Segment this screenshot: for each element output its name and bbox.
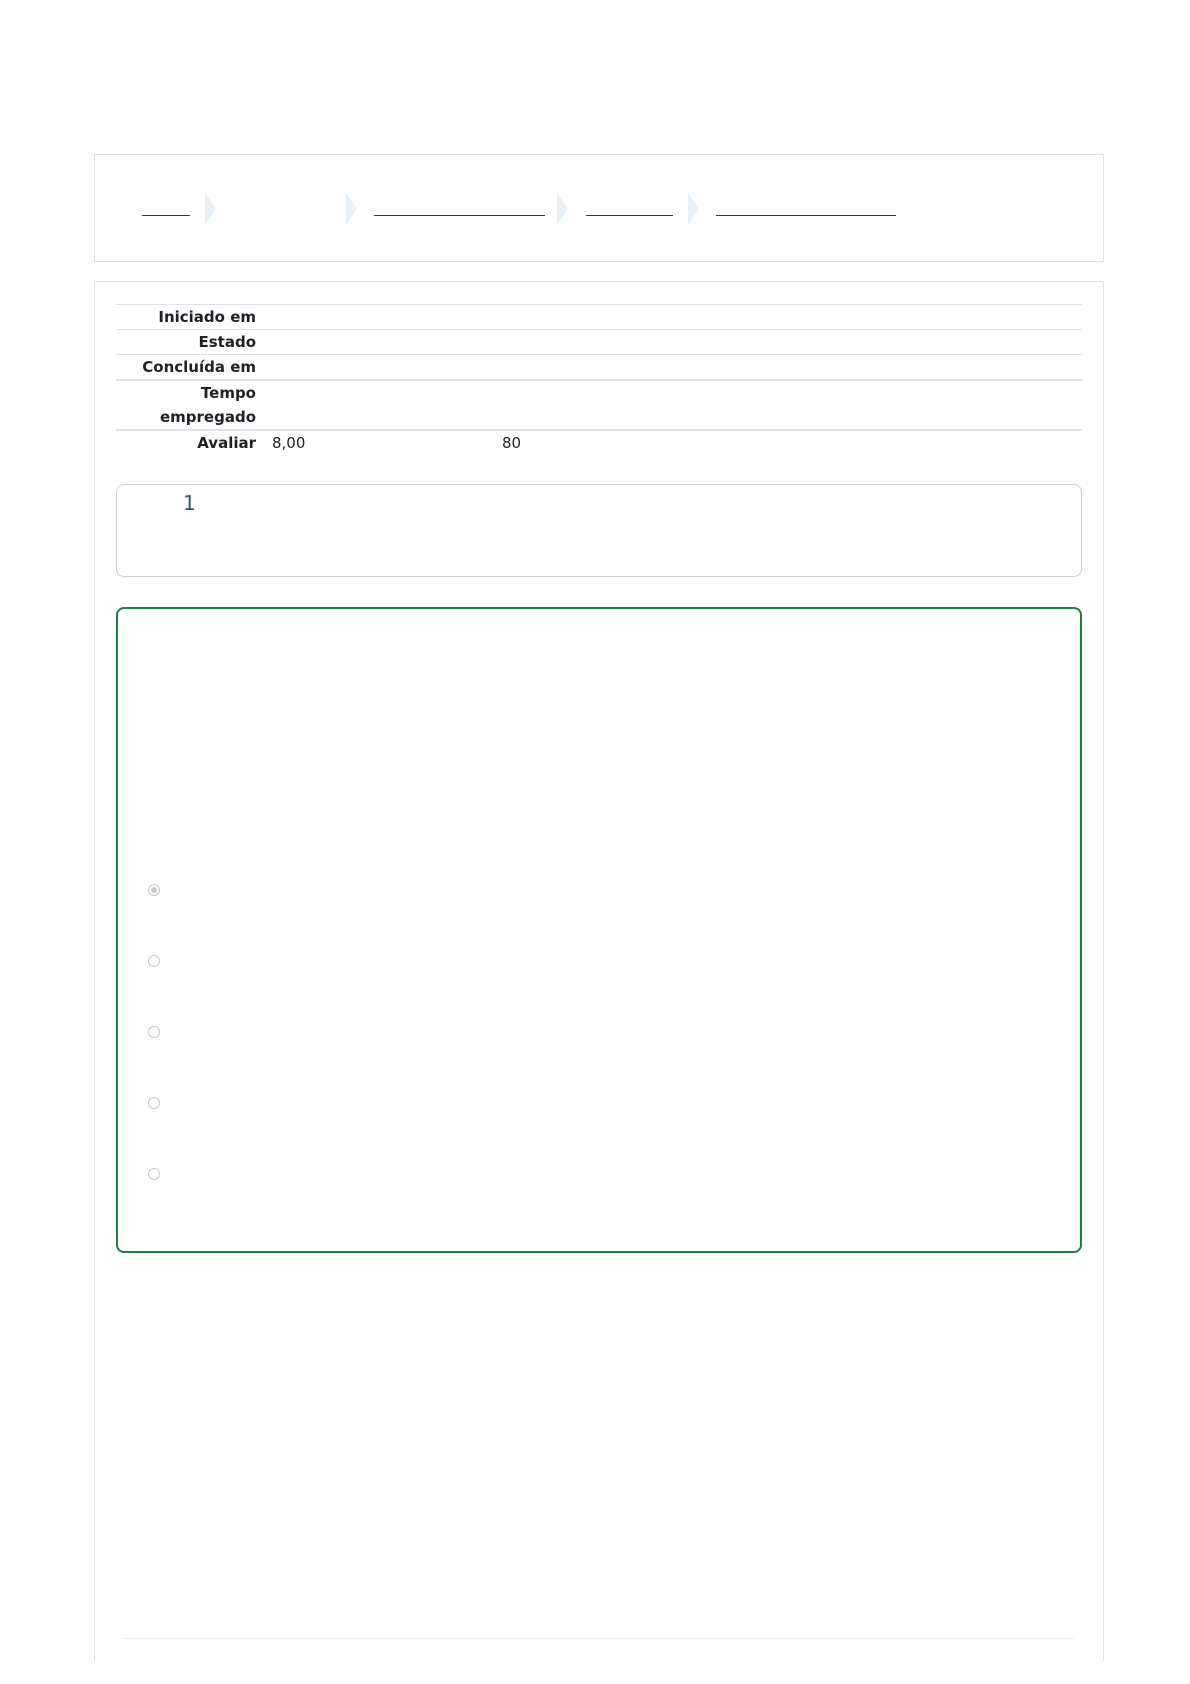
- answer-option-radio-1[interactable]: [148, 884, 160, 896]
- grade-value-cell: [264, 431, 1082, 455]
- completed-label: Concluída em: [142, 358, 256, 376]
- breadcrumb: [94, 154, 1104, 262]
- breadcrumb-separator-icon: [688, 193, 699, 225]
- started-label: Iniciado em: [158, 308, 256, 326]
- summary-row-started: [116, 304, 1082, 329]
- time-taken-label: Tempo empregado: [159, 384, 256, 426]
- grade-max: 80: [502, 434, 522, 452]
- summary-row-state: [116, 329, 1082, 354]
- time-taken-value: [264, 381, 1082, 429]
- completed-value: [264, 355, 1082, 379]
- breadcrumb-link-quiz[interactable]: [716, 215, 896, 216]
- quiz-review-panel: [94, 281, 1104, 1661]
- question-info-box: [116, 484, 1082, 577]
- summary-row-grade: [116, 429, 1082, 455]
- answer-option-radio-2[interactable]: [148, 955, 160, 967]
- breadcrumb-separator-icon: [346, 193, 357, 225]
- question-content-box: [116, 607, 1082, 1253]
- breadcrumb-separator-icon: [557, 193, 568, 225]
- breadcrumb-link-course[interactable]: [374, 215, 545, 216]
- breadcrumb-link-section[interactable]: [586, 215, 673, 216]
- breadcrumb-link-home[interactable]: [142, 215, 190, 216]
- started-value: [264, 305, 1082, 329]
- footer-divider: [124, 1638, 1074, 1639]
- attempt-summary-table: [116, 304, 1082, 455]
- state-label: Estado: [198, 333, 256, 351]
- grade-value: 8,00: [272, 434, 306, 452]
- answer-option-radio-5[interactable]: [148, 1168, 160, 1180]
- summary-row-time-taken: [116, 379, 1082, 429]
- grade-label: Avaliar: [197, 434, 256, 452]
- answer-option-radio-4[interactable]: [148, 1097, 160, 1109]
- summary-row-completed: [116, 354, 1082, 379]
- state-value: [264, 330, 1082, 354]
- breadcrumb-separator-icon: [205, 193, 216, 225]
- answer-option-radio-3[interactable]: [148, 1026, 160, 1038]
- question-number: 1: [183, 491, 196, 515]
